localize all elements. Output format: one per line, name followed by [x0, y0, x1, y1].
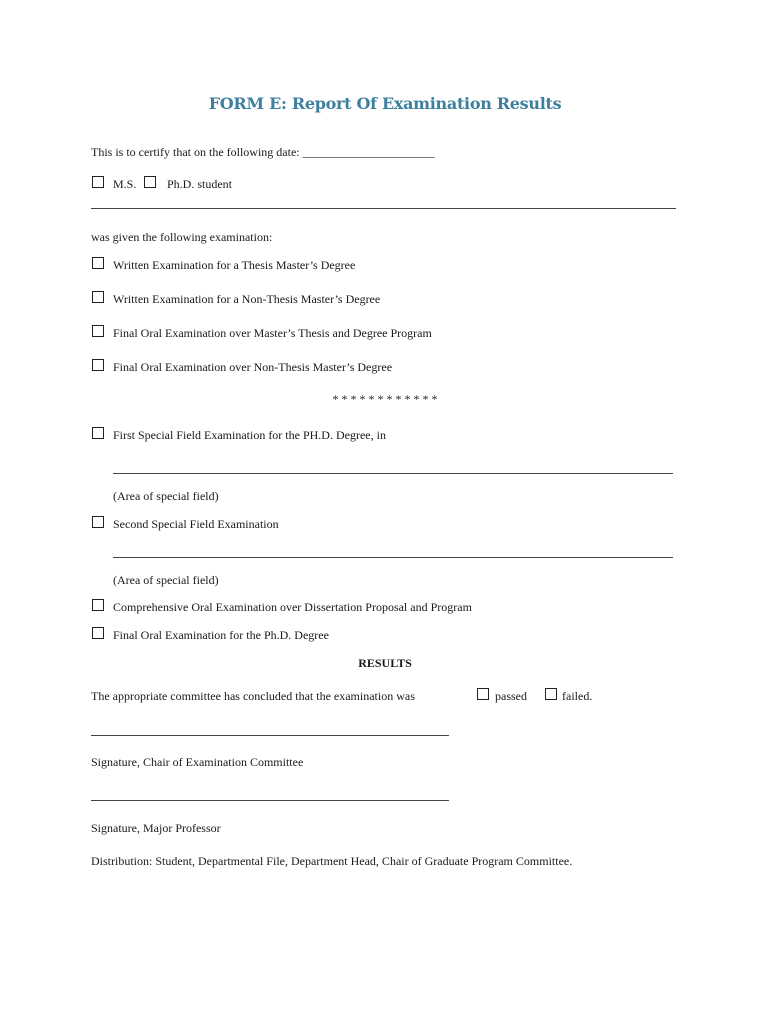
- distribution-text: Distribution: Student, Departmental File, Department Head, Chair of Graduate Program Committee.: [91, 854, 573, 868]
- student-name-line[interactable]: [91, 208, 676, 209]
- first-special-field-label: First Special Field Examination for the PH.D. Degree, in: [113, 428, 386, 442]
- given-text: was given the following examination:: [91, 230, 273, 244]
- second-area-label: (Area of special field): [113, 573, 219, 587]
- masters-exam-3-label: Final Oral Examination over Master’s Thesis and Degree Program: [113, 326, 432, 340]
- final-oral-phd-checkbox[interactable]: [92, 627, 104, 639]
- results-heading: RESULTS: [358, 656, 412, 670]
- masters-exam-4-checkbox[interactable]: [92, 359, 104, 371]
- phd-checkbox[interactable]: [144, 176, 156, 188]
- section-separator: * * * * * * * * * * * *: [332, 392, 438, 406]
- first-special-field-checkbox[interactable]: [92, 427, 104, 439]
- first-area-label: (Area of special field): [113, 489, 219, 503]
- certify-text: This is to certify that on the following date: ______________________: [91, 145, 435, 159]
- failed-checkbox[interactable]: [545, 688, 557, 700]
- masters-exam-3-checkbox[interactable]: [92, 325, 104, 337]
- ms-label: M.S.: [113, 177, 137, 191]
- second-area-line[interactable]: [113, 557, 673, 558]
- second-special-field-label: Second Special Field Examination: [113, 517, 279, 531]
- passed-label: passed: [495, 689, 527, 703]
- form-title: FORM E: Report Of Examination Results: [208, 94, 562, 113]
- failed-label: failed.: [562, 689, 593, 703]
- chair-signature-label: Signature, Chair of Examination Committee: [91, 755, 304, 769]
- masters-exam-4-label: Final Oral Examination over Non-Thesis Master’s Degree: [113, 360, 393, 374]
- ms-checkbox[interactable]: [92, 176, 104, 188]
- comprehensive-oral-checkbox[interactable]: [92, 599, 104, 611]
- chair-signature-line[interactable]: [91, 735, 449, 736]
- masters-exam-1-label: Written Examination for a Thesis Master’s Degree: [113, 258, 356, 272]
- passed-checkbox[interactable]: [477, 688, 489, 700]
- major-professor-signature-label: Signature, Major Professor: [91, 821, 221, 835]
- comprehensive-oral-label: Comprehensive Oral Examination over Dissertation Proposal and Program: [113, 600, 472, 614]
- major-professor-signature-line[interactable]: [91, 800, 449, 801]
- second-special-field-checkbox[interactable]: [92, 516, 104, 528]
- first-area-line[interactable]: [113, 473, 673, 474]
- masters-exam-2-label: Written Examination for a Non-Thesis Master’s Degree: [113, 292, 381, 306]
- masters-exam-1-checkbox[interactable]: [92, 257, 104, 269]
- phd-label: Ph.D. student: [167, 177, 233, 191]
- final-oral-phd-label: Final Oral Examination for the Ph.D. Degree: [113, 628, 329, 642]
- results-statement: The appropriate committee has concluded that the examination was: [91, 689, 415, 703]
- masters-exam-2-checkbox[interactable]: [92, 291, 104, 303]
